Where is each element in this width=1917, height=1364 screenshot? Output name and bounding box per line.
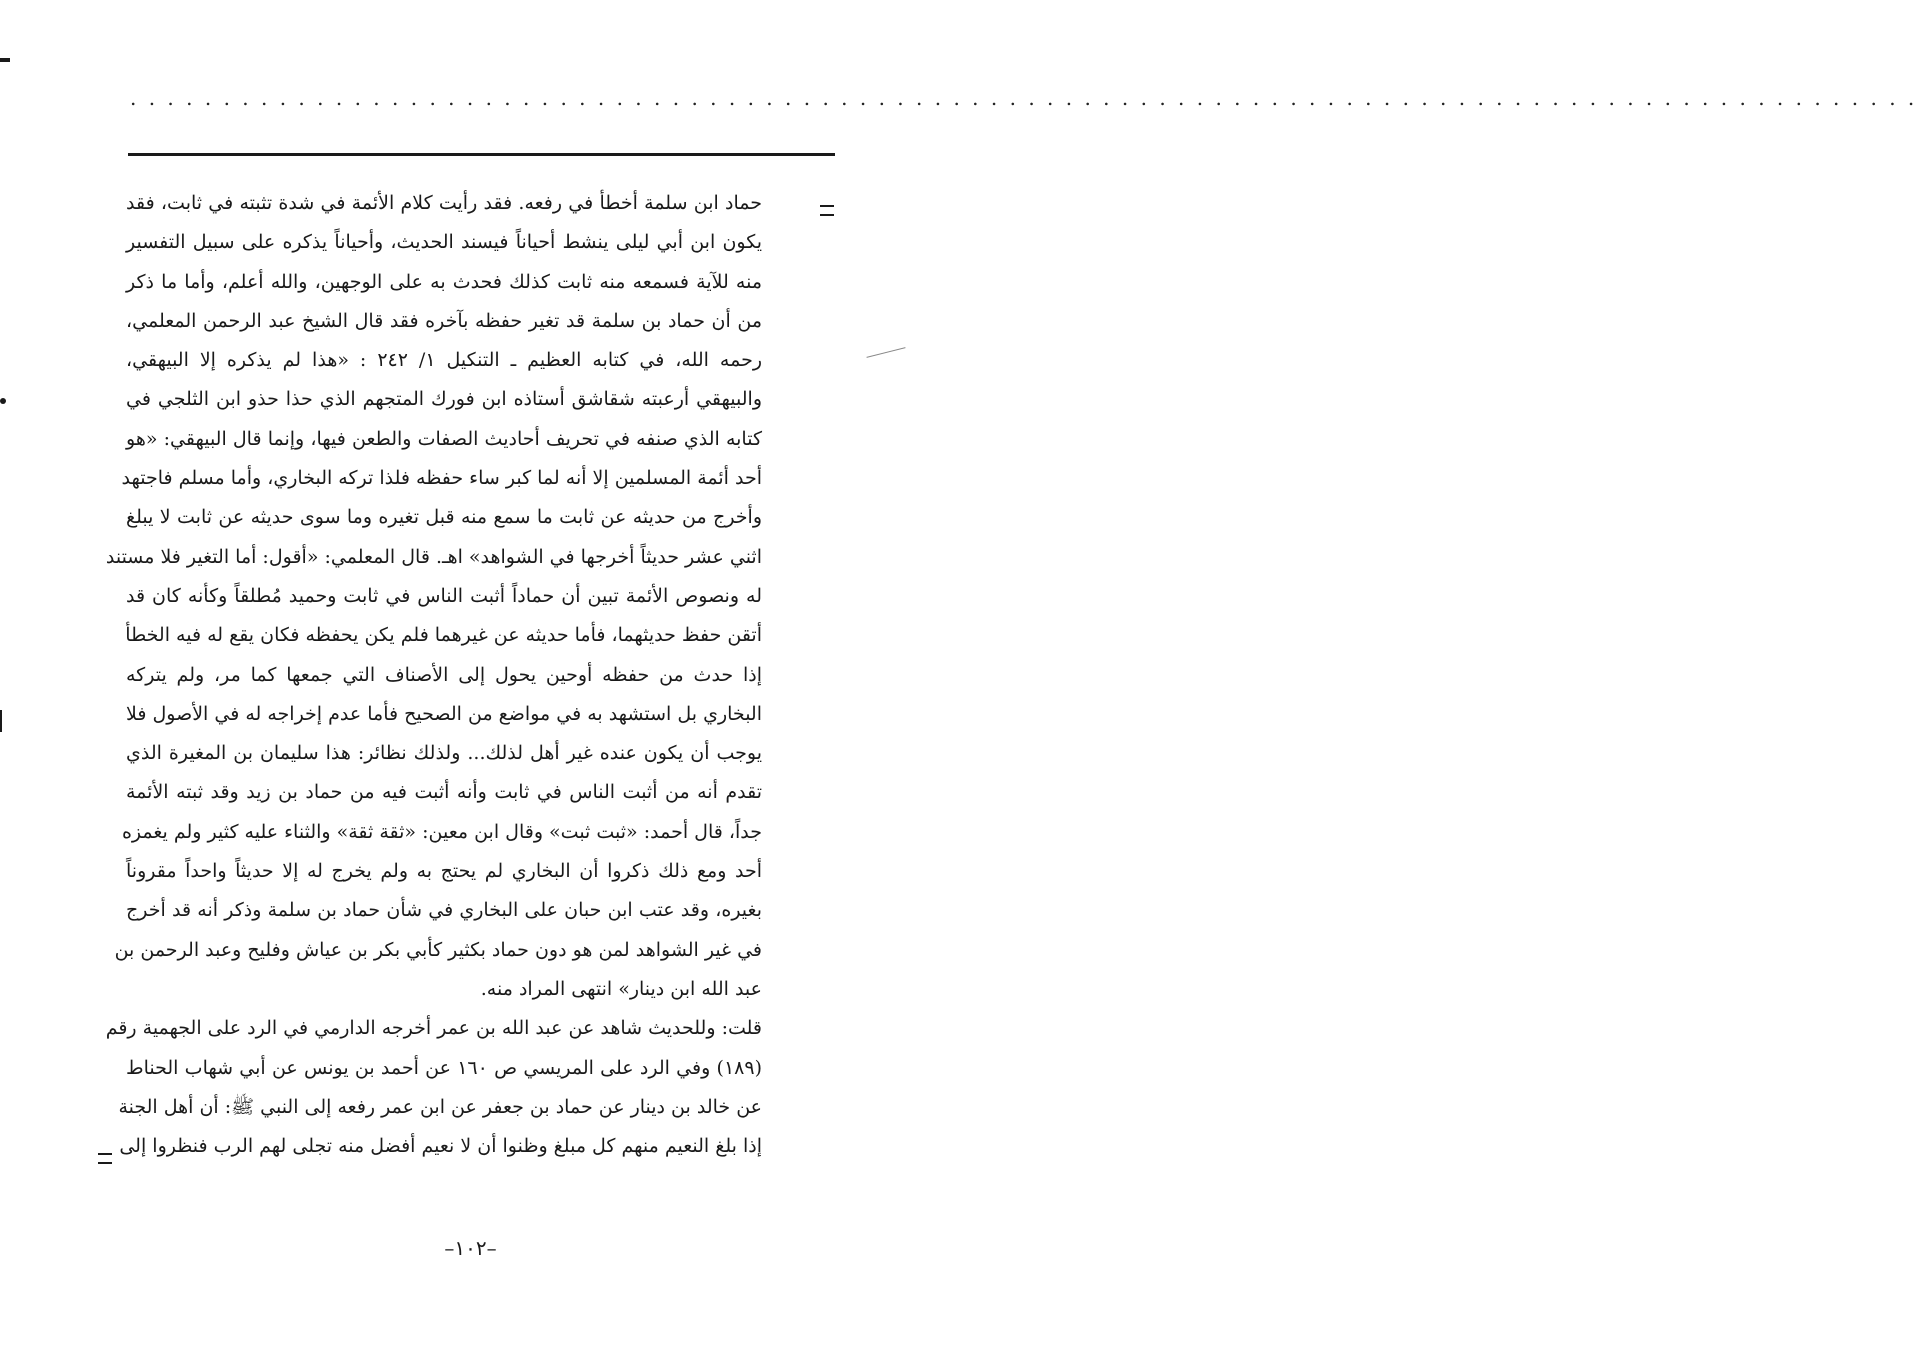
text-line: كتابه الذي صنفه في تحريف أحاديث الصفات والطعن فيها، وإنما قال البيهقي: «هو [126,427,762,450]
text-line: رحمه الله، في كتابه العظيم ـ التنكيل ١/ ٢٤٢ : «هذا لم يذكره إلا البيهقي، [126,349,763,372]
text-line: في غير الشواهد لمن هو دون حماد بكثير كأبي بكر بن عياش وفليح وعبد الرحمن بن [114,938,762,961]
text-line: (١٨٩) وفي الرد على المريسي ص ١٦٠ عن أحمد بن يونس عن أبي شهاب الحناط [126,1056,762,1079]
text-line: إذا بلغ النعيم منهم كل مبلغ وظنوا أن لا نعيم أفضل منه تجلى لهم الرب فنظروا إلى [119,1135,762,1158]
text-line: بغيره، وقد عتب ابن حبان على البخاري في شأن حماد بن سلمة وذكر أنه قد أخرج [126,899,762,922]
scan-stroke [866,347,905,358]
continuation-mark-top [820,205,834,216]
text-line: منه للآية فسمعه منه ثابت كذلك فحدث به على الوجهين، والله أعلم، وأما ما ذكر [126,270,762,293]
text-line: والبيهقي أرعبته شقاشق أستاذه ابن فورك المتجهم الذي حذا حذو ابن الثلجي في [126,388,762,411]
text-line: له ونصوص الأئمة تبين أن حماداً أثبت الناس في ثابت وحميد مُطلقاً وكأنه كان قد [126,584,762,607]
text-line: يكون ابن أبي ليلى ينشط أحياناً فيسند الحديث، وأحياناً يذكره على سبيل التفسير [126,231,762,254]
text-line: من أن حماد بن سلمة قد تغير حفظه بآخره فقد قال الشيخ عبد الرحمن المعلمي، [126,309,762,332]
text-line: يوجب أن يكون عنده غير أهل لذلك... ولذلك نظائر: هذا سليمان بن المغيرة الذي [126,742,762,765]
text-line: عبد الله ابن دينار» انتهى المراد منه. [480,977,762,1000]
text-line: وأخرج من حديثه عن ثابت ما سمع منه قبل تغيره وما سوى حديثه عن ثابت لا يبلغ [126,506,762,529]
header-rule [128,153,835,156]
footnote-text-block [105,184,763,1166]
text-line: إذا حدث من حفظه أوحين يحول إلى الأصناف التي جمعها كما مر، ولم يتركه [126,663,762,686]
text-line: أحد ومع ذلك ذكروا أن البخاري لم يحتج به ولم يخرج له إلا حديثاً واحداً مقروناً [126,860,762,883]
page-number: –١٠٢– [444,1236,497,1260]
text-line: أتقن حفظ حديثهما، فأما حديثه عن غيرهما فلم يكن يحفظه فكان يقع له فيه الخطأ [125,624,762,647]
text-line: أحد أئمة المسلمين إلا أنه لما كبر ساء حفظه فلذا تركه البخاري، وأما مسلم فاجتهد [121,467,762,490]
text-line: البخاري بل استشهد به في مواضع من الصحيح فأما عدم إخراجه له في الأصول فلا [126,702,762,725]
text-line: تقدم أنه من أثبت الناس في ثابت وأنه أثبت فيه من حماد بن زيد وقد ثبته الأئمة [126,781,762,804]
text-line: حماد ابن سلمة أخطأ في رفعه. فقد رأيت كلام الأئمة في شدة تثبته في ثابت، فقد [126,192,762,214]
edge-mark-lower [0,710,2,732]
edge-mark-top [0,58,10,62]
text-line: جداً، قال أحمد: «ثبت ثبت» وقال ابن معين: «ثقة ثقة» والثناء عليه كثير ولم يغمزه [121,820,762,843]
continuation-mark-bottom [98,1153,112,1164]
header-dots: . . . . . . . . . . . . . . . . . . . . . . . . . . . . . . . . . . . . . . . . . . . . . . . . . . . . . . . . . . . . . . . . . . . . . . . . . . . . . . . . . . . . . . . . . . . . . . . . [130,86,1917,110]
text-line: قلت: وللحديث شاهد عن عبد الله بن عمر أخرجه الدارمي في الرد على الجهمية رقم [105,1017,762,1040]
text-line: اثني عشر حديثاً أخرجها في الشواهد» اهـ. قال المعلمي: «أقول: أما التغير فلا مستند [105,545,762,568]
edge-mark-middle [0,398,6,404]
text-line: عن خالد بن دينار عن حماد بن جعفر عن ابن عمر رفعه إلى النبي ﷺ: أن أهل الجنة [118,1095,762,1118]
